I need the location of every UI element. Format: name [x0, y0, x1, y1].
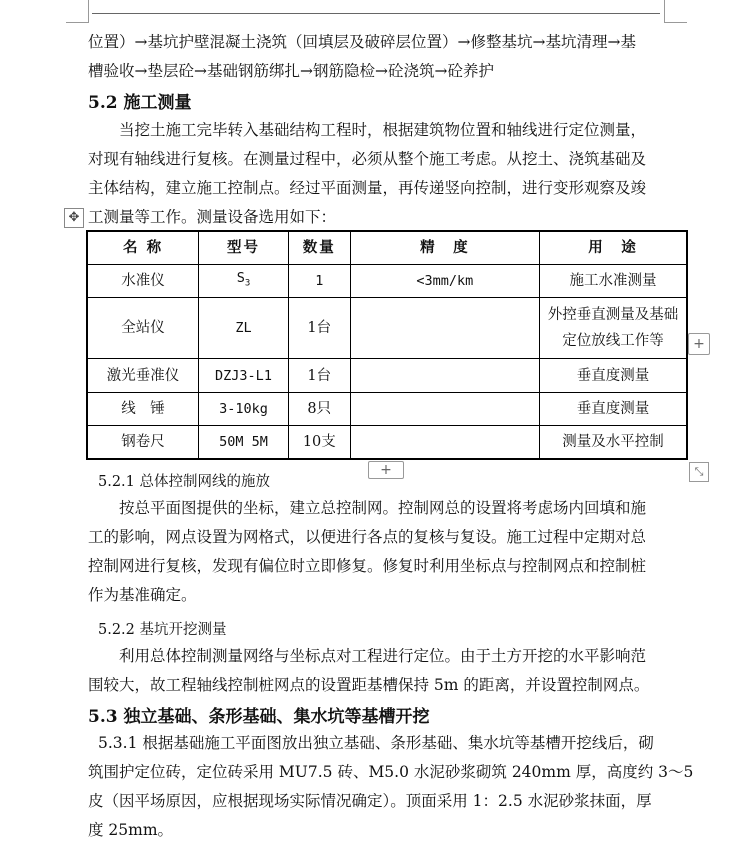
- section-heading-5-2: 5.2 施工测量: [88, 93, 192, 113]
- equipment-table: [86, 230, 688, 460]
- cell-use: 测量及水平控制: [540, 426, 687, 459]
- table-resize-icon[interactable]: ⤡: [689, 462, 709, 482]
- header-name: 名 称: [87, 231, 199, 265]
- text-line: 位置）→基坑护壁混凝土浇筑（回填层及破碎层位置）→修整基坑→基坑清理→基: [88, 33, 636, 51]
- table-row: [87, 359, 687, 393]
- cell-model: 50M 5M: [199, 426, 289, 459]
- text-line: 5.3.1 根据基础施工平面图放出独立基础、条形基础、集水坑等基槽开挖线后，砌: [98, 734, 654, 752]
- table-row: [87, 426, 687, 459]
- paragraph-excavation-survey: [88, 642, 668, 700]
- text-line: 对现有轴线进行复核。在测量过程中，必须从整个施工考虑。从挖土、浇筑基础及: [88, 150, 647, 168]
- model-subscript: 3: [244, 278, 251, 289]
- subsection-heading-5-2-2: 5.2.2 基坑开挖测量: [98, 622, 227, 638]
- text-line: 按总平面图提供的坐标，建立总控制网。控制网总的设置将考虑场内回填和施: [119, 499, 647, 517]
- text-line: 控制网进行复核，发现有偏位时立即修复。修复时利用坐标点与控制网点和控制桩: [88, 557, 647, 575]
- subsection-heading-5-2-1: 5.2.1 总体控制网线的施放: [98, 474, 271, 490]
- paragraph-survey-intro: [88, 116, 668, 232]
- cell-model: DZJ3-L1: [199, 359, 289, 393]
- margin-corner-right: [664, 0, 687, 23]
- header-model: 型号: [199, 231, 289, 265]
- cell-quantity: 1: [288, 265, 350, 298]
- text-line: 皮（因平场原因，应根据现场实际情况确定）。顶面采用 1：2.5 水泥砂浆抹面，厚: [88, 792, 652, 810]
- table-row: [87, 265, 687, 298]
- margin-corner-left: [66, 0, 89, 23]
- model-text: S: [236, 270, 245, 287]
- paragraph-process-flow: [88, 28, 668, 86]
- use-line: 外控垂直测量及基础: [547, 307, 679, 323]
- paragraph-control-network: [88, 494, 668, 610]
- header-precision: 精 度: [350, 231, 539, 265]
- header-quantity: 数量: [288, 231, 350, 265]
- text-line: 度 25mm。: [88, 821, 174, 839]
- table-header-row: [87, 231, 687, 265]
- cell-model: [199, 265, 289, 298]
- add-column-button[interactable]: +: [688, 333, 710, 355]
- cell-model: ZL: [199, 298, 289, 359]
- table-move-icon[interactable]: ✥: [64, 208, 84, 228]
- text-line: 作为基准确定。: [88, 586, 197, 604]
- cell-quantity: 1台: [288, 298, 350, 359]
- text-line: 当挖土施工完毕转入基础结构工程时，根据建筑物位置和轴线进行定位测量，: [119, 121, 647, 139]
- cell-precision: [350, 426, 539, 459]
- cell-name: 激光垂准仪: [87, 359, 199, 393]
- cell-use: 垂直度测量: [540, 393, 687, 426]
- page-header-rule: [92, 0, 660, 14]
- cell-precision: <3mm/km: [350, 265, 539, 298]
- text-line: 主体结构，建立施工控制点。经过平面测量，再传递竖向控制，进行变形观察及竣: [88, 179, 647, 197]
- cell-name: 线 锤: [87, 393, 199, 426]
- table-row: [87, 393, 687, 426]
- text-line: 槽验收→垫层砼→基础钢筋绑扎→钢筋隐检→砼浇筑→砼养护: [88, 62, 494, 80]
- text-line: 利用总体控制测量网络与坐标点对工程进行定位。由于土方开挖的水平影响范: [119, 647, 647, 665]
- text-line: 工的影响，网点设置为网格式，以便进行各点的复核与复设。施工过程中定期对总: [88, 528, 647, 546]
- cell-precision: [350, 298, 539, 359]
- table-row: [87, 298, 687, 359]
- paragraph-trench-excavation: [88, 729, 694, 845]
- cell-name: 钢卷尺: [87, 426, 199, 459]
- text-line: 筑围护定位砖，定位砖采用 MU7.5 砖、M5.0 水泥砂浆砌筑 240mm 厚，高度约 3～5: [88, 763, 694, 781]
- cell-use: 施工水准测量: [540, 265, 687, 298]
- use-line: 定位放线工作等: [562, 333, 664, 349]
- cell-use: [540, 298, 687, 359]
- cell-name: 水准仪: [87, 265, 199, 298]
- cell-precision: [350, 393, 539, 426]
- cell-name: 全站仪: [87, 298, 199, 359]
- cell-model: 3-10kg: [199, 393, 289, 426]
- cell-precision: [350, 359, 539, 393]
- cell-quantity: 10支: [288, 426, 350, 459]
- text-line: 工测量等工作。测量设备选用如下：: [88, 208, 337, 226]
- section-heading-5-3: 5.3 独立基础、条形基础、集水坑等基槽开挖: [88, 707, 430, 727]
- cell-use: 垂直度测量: [540, 359, 687, 393]
- cell-quantity: 1台: [288, 359, 350, 393]
- add-row-button[interactable]: +: [368, 461, 404, 479]
- cell-quantity: 8只: [288, 393, 350, 426]
- header-use: 用 途: [540, 231, 687, 265]
- text-line: 围较大，故工程轴线控制桩网点的设置距基槽保持 5m 的距离，并设置控制网点。: [88, 676, 650, 694]
